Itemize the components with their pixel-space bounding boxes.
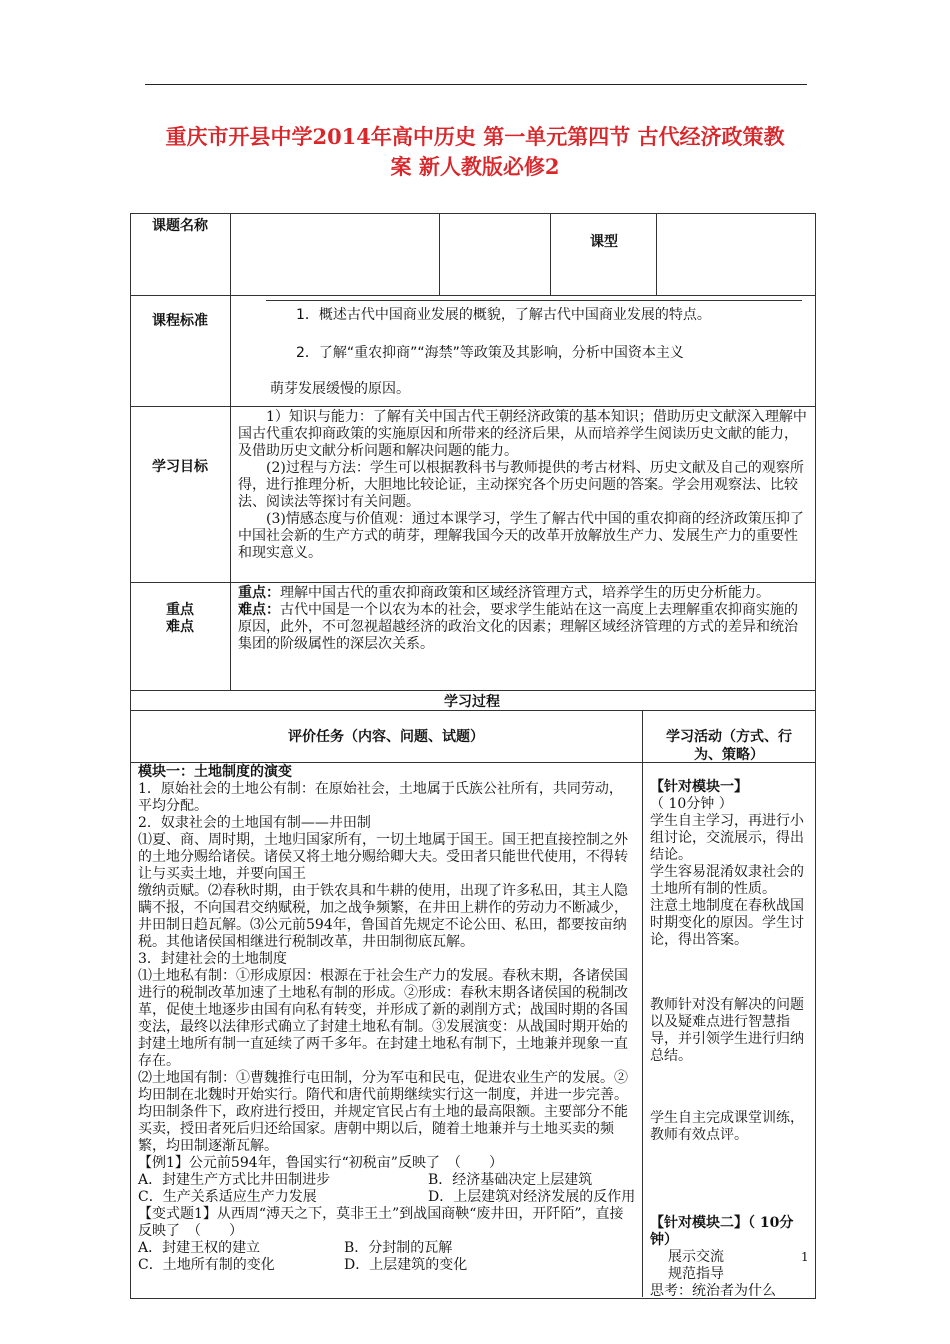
column-header-activities-l2: 为、策略） <box>694 747 764 763</box>
header-rule <box>145 84 807 85</box>
divider <box>130 762 815 763</box>
feudal-land-system-heading: 3．封建社会的土地制度 <box>138 951 287 967</box>
variant-1-options-row2 <box>138 1257 636 1274</box>
module-one-title: 模块一：土地制度的演变 <box>138 764 292 780</box>
key-point-text: 理解中国古代的重农抑商政策和区域经济管理方式，培养学生的历史分析能力。 <box>280 585 770 601</box>
primitive-land-system: 1．原始社会的土地公有制：在原始社会，土地属于氏族公社所有，共同劳动，平均分配。 <box>138 781 623 814</box>
example-1-question: 【例1】公元前594年，鲁国实行“初税亩”反映了 （ ） <box>138 1155 503 1171</box>
page-number: 1 <box>801 1250 809 1264</box>
objective-process: (2)过程与方法：学生可以根据教科书与教师提供的考古材料、历史文献及自己的观察所得，进行推理分析，大胆地比较论证，主动探究各个历史问题的答案。学会用观察法、比较法、阅读法等探讨有关问题。 <box>238 460 804 510</box>
divider <box>130 406 815 407</box>
variant-1-option-c: C．土地所有制的变化 <box>138 1257 275 1273</box>
column-header-activities <box>646 728 812 764</box>
variant-1-options-row1 <box>138 1240 636 1257</box>
key-points-par <box>238 602 808 653</box>
standard-label: 课程标准 <box>152 313 208 329</box>
course-name-label: 课题名称 <box>152 218 208 234</box>
example-1-option-d: D．上层建筑对经济发展的反作用 <box>428 1189 636 1205</box>
title-line-1: 重庆市开县中学2014年高中历史 第一单元第四节 古代经济政策教 <box>165 124 785 149</box>
slave-land-system-para2: 缴纳贡赋。⑵春秋时期，由于铁农具和牛耕的使用，出现了许多私田，其主人隐瞒不报，不向国君交纳赋税，加之战争频繁，在井田上耕作的劳动力不断减少，井田制日趋瓦解。⑶公元前594年，鲁国首先规定不论公田、私田，都要按亩纳税。其他诸侯国相继进行税制改革，井田制彻底瓦解。 <box>138 883 628 950</box>
module-two-activity <box>650 1215 810 1300</box>
module-two-activity-title: 【针对模块二】（ 10分钟） <box>650 1215 794 1248</box>
standard-item-2: 2．了解“重农抑商”“海禁”等政策及其影响，分析中国资本主义 <box>296 345 684 361</box>
divider <box>130 295 815 296</box>
slave-land-system-para1: ⑴夏、商、周时期，土地归国家所有，一切土地属于国王。国王把直接控制之外的土地分赐给诸侯。诸侯又将土地分赐给卿大夫。受田者只能世代使用，不得转让与买卖土地，并要向国王 <box>138 832 628 882</box>
key-points-par <box>238 585 808 602</box>
divider <box>130 710 815 711</box>
course-type-label: 课型 <box>590 234 618 250</box>
variant-1-option-d: D．上层建筑的变化 <box>344 1257 468 1273</box>
page-title <box>140 122 810 182</box>
objective-knowledge: 1）知识与能力：了解有关中国古代王朝经济政策的基本知识；借助历史文献深入理解中国古代重农抑商政策的实施原因和所带来的经济后果，从而培养学生阅读历史文献的能力，及借助历史文献分析问题和解决问题的能力。 <box>238 409 807 459</box>
column-header-tasks: 评价任务（内容、问题、试题） <box>288 729 484 745</box>
variant-1-question: 【变式题1】从西周“溥天之下，莫非王土”到战国商鞅“废井田，开阡陌”，直接反映了 （ ） <box>138 1206 624 1239</box>
key-points-text <box>238 585 808 653</box>
activity-teacher-guidance: 教师针对没有解决的问题以及疑难点进行智慧指导，并引领学生进行归纳总结。 <box>650 997 804 1064</box>
example-1-options-row2 <box>138 1189 636 1206</box>
activity-classroom-practice: 学生自主完成课堂训练，教师有效点评。 <box>650 1110 804 1143</box>
variant-1-option-a: A．封建王权的建立 <box>138 1240 261 1256</box>
example-1-option-b: B．经济基础决定上层建筑 <box>428 1172 593 1188</box>
activity-thinking-prompt: 思考：统治者为什么 <box>650 1283 776 1299</box>
activity-standard-guidance: 规范指导 <box>668 1266 724 1282</box>
difficulty-label: 难点 <box>166 619 194 635</box>
activity-show-exchange: 展示交流 <box>668 1249 724 1265</box>
activity-self-study: 学生自主学习，再进行小组讨论，交流展示，得出结论。 <box>650 813 804 863</box>
state-land-ownership: ⑵土地国有制：①曹魏推行屯田制，分为军屯和民屯，促进农业生产的发展。②均田制在北魏时开始实行。隋代和唐代前期继续实行这一制度，并进一步完善。均田制条件下，政府进行授田，并规定官民占有土地的最高限额。主要部分不能买卖，授田者死后归还给国家。唐朝中期以后，随着土地兼并与土地买卖的频繁，均田制逐渐瓦解。 <box>138 1070 628 1154</box>
title-line-2: 案 新人教版必修2 <box>390 154 560 179</box>
example-1-option-a: A．封建生产方式比井田制进步 <box>138 1172 331 1188</box>
divider <box>439 213 440 295</box>
divider <box>130 582 815 583</box>
module-one-content <box>138 764 636 1274</box>
divider <box>230 213 231 690</box>
objectives-text <box>238 409 808 562</box>
activity-change-note: 注意土地制度在春秋战国时期变化的原因。学生讨论，得出答案。 <box>650 898 804 948</box>
key-point-heading: 重点： <box>238 585 280 601</box>
difficulty-text: 古代中国是一个以农为本的社会，要求学生能站在这一高度上去理解重农抑商实施的原因，此外，不可忽视超越经济的政治文化的因素；理解区域经济管理的方式的差异和统治集团的阶级属性的深层次关系。 <box>238 602 798 652</box>
divider <box>550 213 551 295</box>
key-point-label: 重点 <box>166 602 194 618</box>
module-one-activity-title: 【针对模块一】 <box>650 779 748 795</box>
divider <box>266 300 802 301</box>
column-header-activities-l1: 学习活动（方式、行 <box>666 729 792 745</box>
divider <box>130 690 815 691</box>
difficulty-heading: 难点： <box>238 602 280 618</box>
standard-item-1: 1．概述古代中国商业发展的概貌，了解古代中国商业发展的特点。 <box>296 307 711 323</box>
module-one-activity-time: （ 10分钟 ） <box>650 796 733 812</box>
module-one-activity-head <box>650 779 810 949</box>
divider <box>656 213 657 295</box>
process-title: 学习过程 <box>444 694 500 710</box>
variant-1-option-b: B．分封制的瓦解 <box>344 1240 453 1256</box>
slave-land-system-heading: 2．奴隶社会的土地国有制——井田制 <box>138 815 371 831</box>
private-land-ownership: ⑴土地私有制：①形成原因：根源在于社会生产力的发展。春秋末期，各诸侯国进行的税制改革加速了土地私有制的形成。②形成：春秋末期各诸侯国的税制改革，促使土地逐步由国有向私有转变，并形成了新的剥削方式；战国时期的各国变法，最终以法律形式确立了封建土地私有制。③发展演变：从战国时期开始的封建土地所有制一直延续了两千多年。在封建土地私有制下，土地兼并现象一直存在。 <box>138 968 628 1069</box>
divider <box>642 710 643 1297</box>
example-1-option-c: C．生产关系适应生产力发展 <box>138 1189 317 1205</box>
objective-attitude: (3)情感态度与价值观：通过本课学习，学生了解古代中国的重农抑商的经济政策压抑了中国社会新的生产方式的萌芽，理解我国今天的改革开放解放生产力、发展生产力的重要性和现实意义。 <box>238 511 804 561</box>
example-1-options-row1 <box>138 1172 636 1189</box>
activity-confusion-note: 学生容易混淆奴隶社会的土地所有制的性质。 <box>650 864 804 897</box>
standard-item-2-cont: 萌芽发展缓慢的原因。 <box>270 381 410 397</box>
objectives-label: 学习目标 <box>152 459 208 475</box>
